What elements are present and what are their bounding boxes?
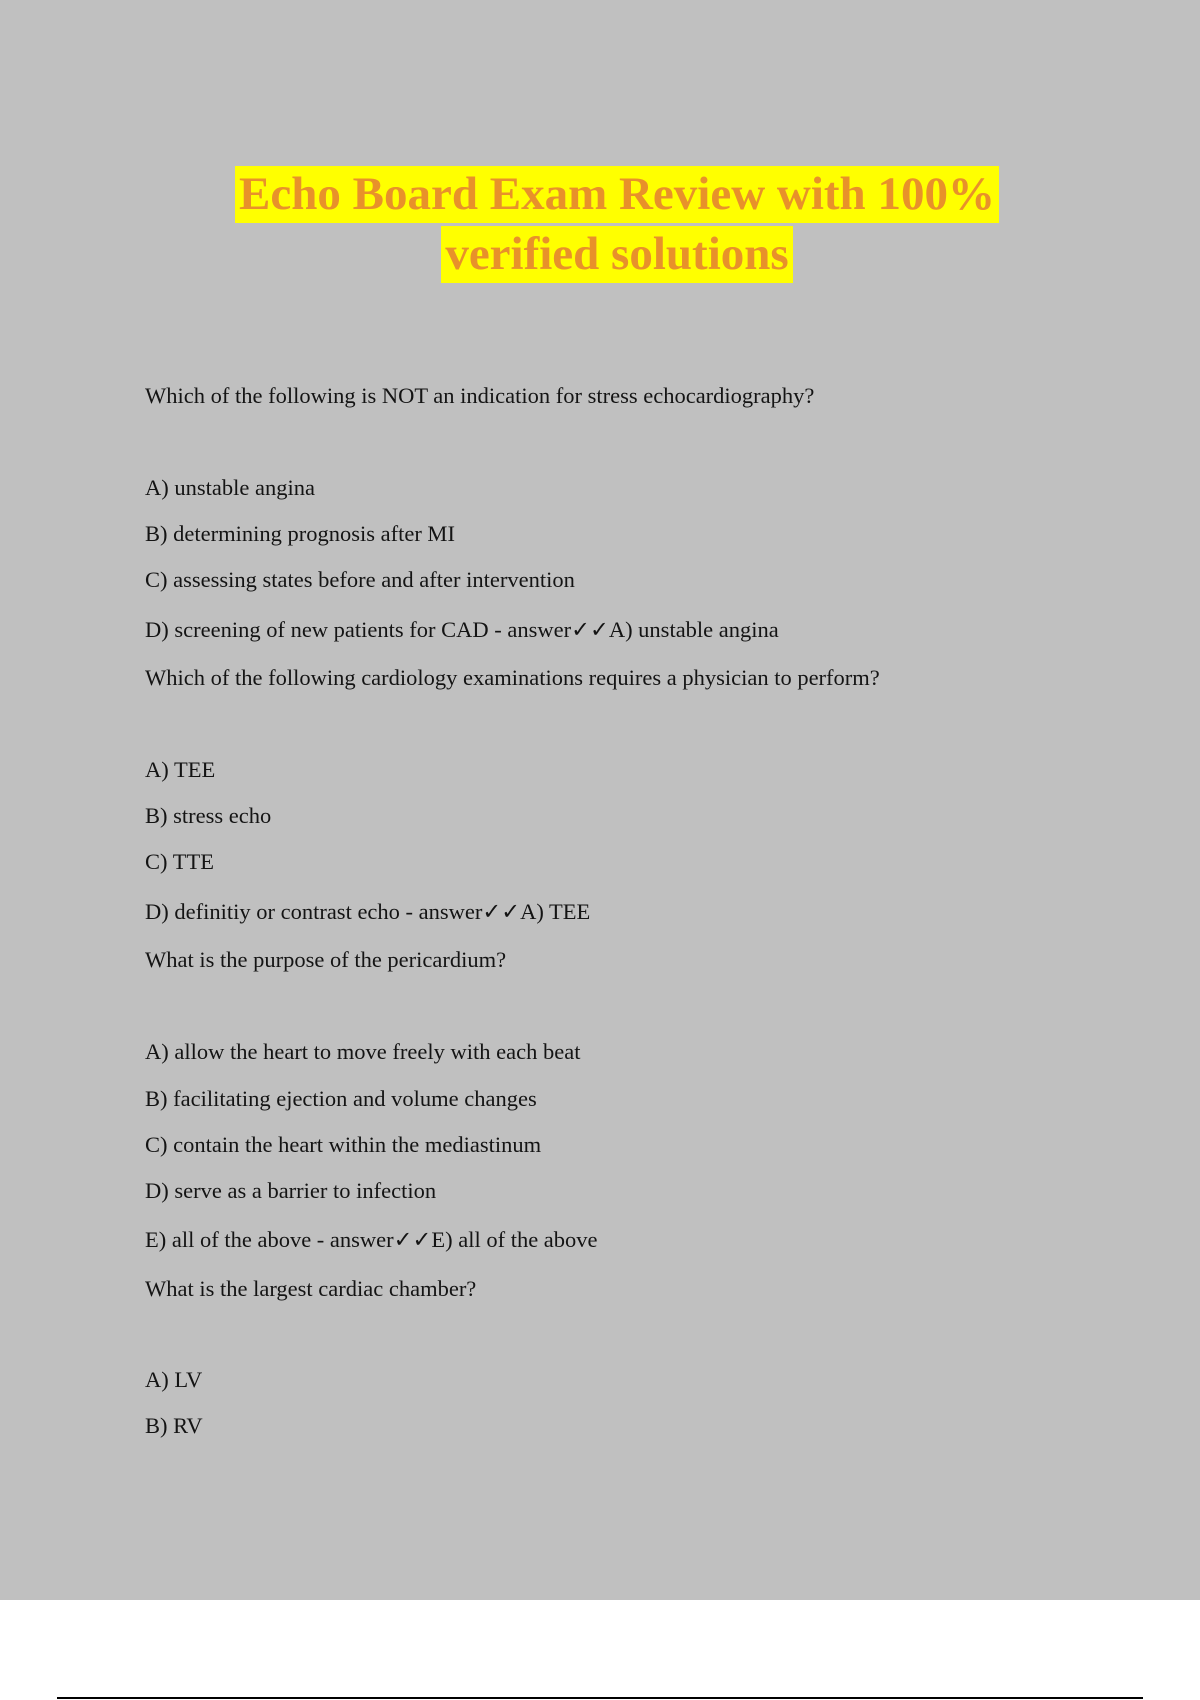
question-1-option-d-answer: D) screening of new patients for CAD - answer✓✓A) unstable angina (145, 617, 779, 642)
question-1-text: Which of the following is NOT an indication for stress echocardiography? (145, 383, 815, 408)
question-1-option-c: C) assessing states before and after intervention (145, 567, 575, 592)
question-4-text: What is the largest cardiac chamber? (145, 1276, 477, 1301)
question-2-option-c: C) TTE (145, 849, 214, 874)
question-1-option-b: B) determining prognosis after MI (145, 521, 455, 546)
document-title (0, 166, 1200, 286)
question-1-option-a: A) unstable angina (145, 475, 315, 500)
question-3-option-b: B) facilitating ejection and volume changes (145, 1086, 537, 1111)
title-line-1: Echo Board Exam Review with 100% (235, 166, 999, 223)
footer-rule (57, 1697, 1143, 1699)
question-2-option-a: A) TEE (145, 757, 216, 782)
question-3-option-d: D) serve as a barrier to infection (145, 1178, 437, 1203)
title-line-2: verified solutions (441, 226, 792, 283)
question-2-text: Which of the following cardiology examinations requires a physician to perform? (145, 665, 880, 690)
question-3-option-c: C) contain the heart within the mediastinum (145, 1132, 542, 1157)
question-2-option-d-answer: D) definitiy or contrast echo - answer✓✓A) TEE (145, 899, 591, 924)
question-2-option-b: B) stress echo (145, 803, 272, 828)
question-3-text: What is the purpose of the pericardium? (145, 947, 507, 972)
question-3-option-a: A) allow the heart to move freely with each beat (145, 1039, 581, 1064)
question-3-option-e-answer: E) all of the above - answer✓✓E) all of the above (145, 1227, 598, 1252)
question-4-option-a: A) LV (145, 1367, 203, 1392)
question-4-option-b: B) RV (145, 1413, 203, 1438)
